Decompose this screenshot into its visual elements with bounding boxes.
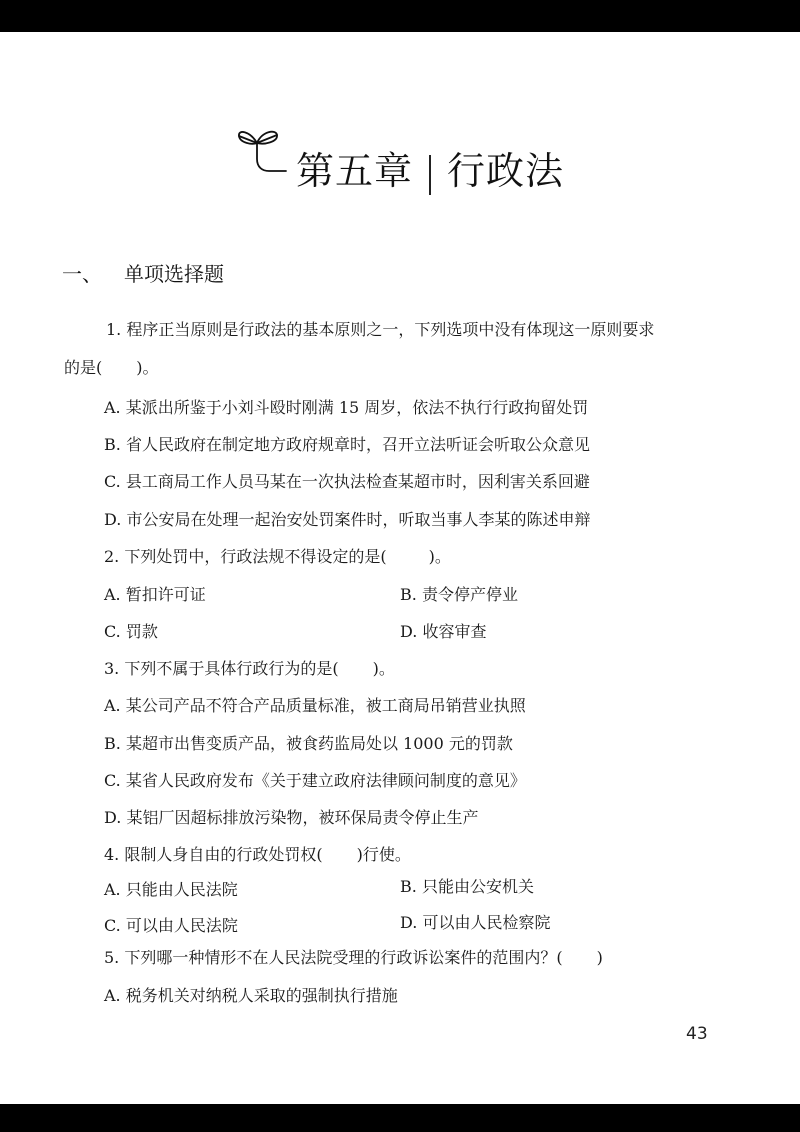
chapter-number: 第五章 — [296, 148, 414, 193]
question-3-option-c: C. 某省人民政府发布《关于建立政府法律顾问制度的意见》 — [104, 771, 526, 790]
chapter-name: 行政法 — [447, 148, 565, 193]
question-1-option-c: C. 县工商局工作人员马某在一次执法检查某超市时，因利害关系回避 — [104, 472, 590, 491]
question-3-option-d: D. 某铝厂因超标排放污染物，被环保局责令停止生产 — [104, 808, 479, 827]
page-number: 43 — [686, 1024, 708, 1044]
question-1-stem-cont: 的是( )。 — [64, 358, 159, 377]
question-1-option-b: B. 省人民政府在制定地方政府规章时，召开立法听证会听取公众意见 — [104, 435, 590, 454]
chapter-divider — [429, 155, 431, 195]
question-3-stem: 3. 下列不属于具体行政行为的是( )。 — [104, 659, 395, 678]
question-2-option-d: D. 收容审查 — [400, 622, 487, 641]
section-title: 单项选择题 — [124, 262, 224, 286]
question-5-stem: 5. 下列哪一种情形不在人民法院受理的行政诉讼案件的范围内？( ) — [104, 948, 603, 967]
question-2-option-c: C. 罚款 — [104, 622, 158, 641]
top-black-border — [0, 0, 800, 32]
section-number: 一、 — [62, 262, 102, 286]
question-4-option-d: D. 可以由人民检察院 — [400, 913, 551, 932]
question-5-option-a: A. 税务机关对纳税人采取的强制执行措施 — [104, 986, 398, 1005]
question-4-stem: 4. 限制人身自由的行政处罚权( )行使。 — [104, 845, 411, 864]
question-4-option-a: A. 只能由人民法院 — [104, 880, 238, 899]
question-2-option-a: A. 暂扣许可证 — [104, 585, 206, 604]
chapter-title — [236, 118, 564, 198]
question-2-stem: 2. 下列处罚中，行政法规不得设定的是( )。 — [104, 547, 451, 566]
section-heading — [62, 258, 224, 287]
question-1-option-d: D. 市公安局在处理一起治安处罚案件时，听取当事人李某的陈述申辩 — [104, 510, 591, 529]
question-3-option-b: B. 某超市出售变质产品，被食药监局处以 1000 元的罚款 — [104, 734, 513, 753]
sprout-icon — [236, 123, 292, 187]
question-2-option-b: B. 责令停产停业 — [400, 585, 518, 604]
question-4-option-b: B. 只能由公安机关 — [400, 877, 534, 896]
question-1-option-a: A. 某派出所鉴于小刘斗殴时刚满 15 周岁，依法不执行行政拘留处罚 — [104, 398, 589, 417]
question-1-stem: 1. 程序正当原则是行政法的基本原则之一，下列选项中没有体现这一原则要求 — [106, 320, 655, 339]
bottom-black-border — [0, 1104, 800, 1132]
question-3-option-a: A. 某公司产品不符合产品质量标准，被工商局吊销营业执照 — [104, 696, 526, 715]
chapter-heading — [296, 140, 564, 195]
question-4-option-c: C. 可以由人民法院 — [104, 916, 238, 935]
